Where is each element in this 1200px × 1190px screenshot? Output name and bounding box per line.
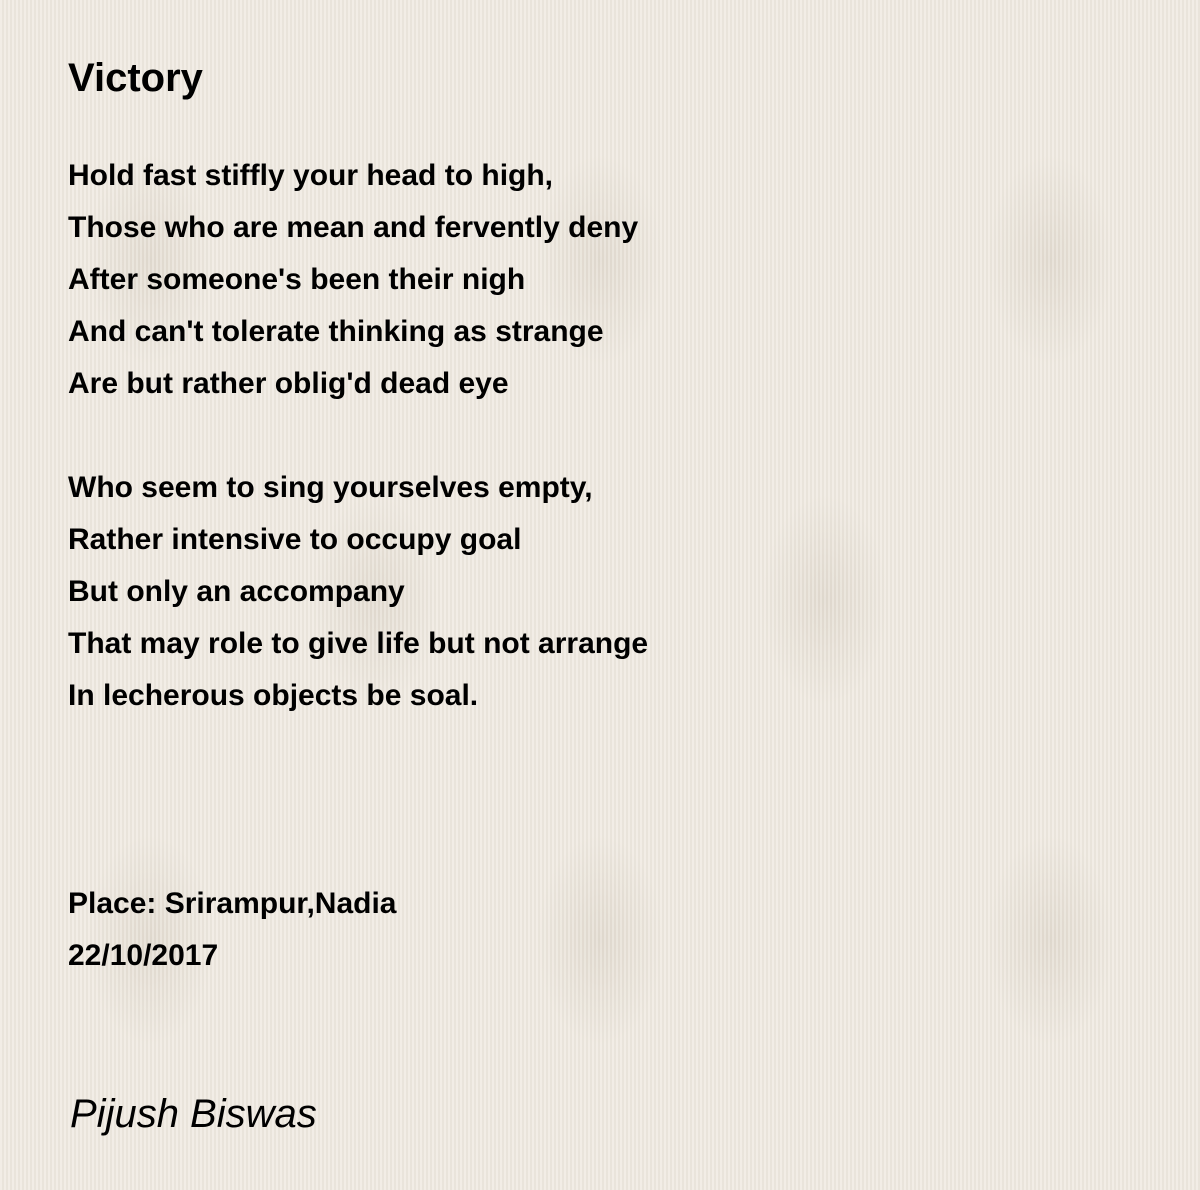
author-name: Pijush Biswas <box>70 1092 317 1136</box>
poem-line: Those who are mean and fervently deny <box>68 211 639 244</box>
poem-title: Victory <box>68 56 203 100</box>
poem-line: But only an accompany <box>68 575 405 608</box>
poem-metadata <box>68 878 1128 982</box>
poem-line: Are but rather oblig'd dead eye <box>68 367 509 400</box>
poem-line: That may role to give life but not arrange <box>68 627 649 660</box>
place-line: Place: Srirampur,Nadia <box>68 887 397 920</box>
stanza-1 <box>68 150 1128 410</box>
poem-line: Hold fast stiffly your head to high, <box>68 159 554 192</box>
poem-line: Who seem to sing yourselves empty, <box>68 471 593 504</box>
date-line: 22/10/2017 <box>68 939 219 972</box>
stanza-2 <box>68 462 1128 722</box>
poem-page <box>68 52 1128 982</box>
poem-line: After someone's been their nigh <box>68 263 526 296</box>
poem-line: In lecherous objects be soal. <box>68 679 479 712</box>
poem-line: Rather intensive to occupy goal <box>68 523 522 556</box>
poem-line: And can't tolerate thinking as strange <box>68 315 604 348</box>
